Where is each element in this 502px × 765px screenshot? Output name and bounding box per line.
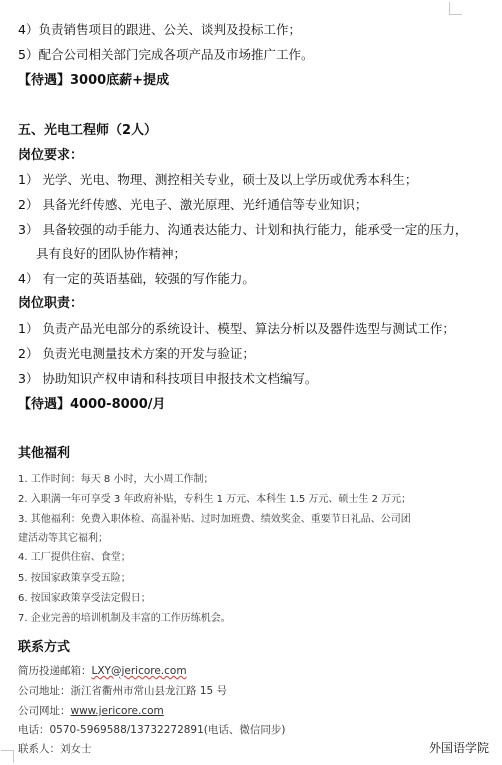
duty-item-5: 5）配合公司相关部门完成各项产品及市场推广工作。	[18, 47, 314, 62]
page-corner-mark-top-right	[449, 2, 462, 15]
benefits-title: 其他福利	[18, 446, 71, 461]
contact-person: 联系人：刘女士	[18, 743, 92, 755]
requirements-heading: 岗位要求：	[18, 148, 84, 163]
footer-label: 外国语学院	[429, 741, 490, 755]
contact-title: 联系方式	[18, 640, 71, 655]
requirement-item-3: 3） 具备较强的动手能力、沟通表达能力、计划和执行能力，能承受一定的压力，	[18, 222, 468, 237]
benefit-item-6: 6. 按国家政策享受法定假日；	[18, 593, 151, 604]
contact-website	[18, 703, 164, 719]
requirement-item-4: 4） 有一定的英语基础，较强的写作能力。	[18, 271, 255, 286]
contact-address: 公司地址：浙江省衢州市常山县龙江路 15 号	[18, 685, 228, 697]
benefit-item-2: 2. 入职满一年可享受 3 年政府补贴，专科生 1 万元、本科生 1.5 万元、硕士生 2 万元；	[18, 494, 412, 505]
salary-line-engineer: 【待遇】4000-8000/月	[18, 397, 166, 412]
contact-email-label: 简历投递邮箱：	[18, 665, 92, 677]
benefit-item-7: 7. 企业完善的培训机制及丰富的工作历练机会。	[18, 613, 231, 624]
section-title-optoelectronic-engineer: 五、光电工程师（2人）	[18, 123, 158, 138]
benefit-item-4: 4. 工厂提供住宿、食堂；	[18, 552, 131, 563]
contact-email-link[interactable]: LXY@jericore.com	[91, 665, 187, 677]
duty-item-3: 3） 协助知识产权申请和科技项目申报技术文档编写。	[18, 371, 318, 386]
benefit-item-3: 3. 其他福利：免费入职体检、高温补贴、过时加班费、绩效奖金、重要节日礼品、公司团	[18, 514, 411, 525]
duty-item-2: 2） 负责光电测量技术方案的开发与验证；	[18, 346, 255, 361]
contact-website-link[interactable]: www.jericore.com	[70, 705, 164, 717]
duty-item-4: 4）负责销售项目的跟进、公关、谈判及投标工作；	[18, 22, 301, 37]
duties-heading: 岗位职责：	[18, 296, 84, 311]
benefit-item-3-continued: 建活动等其它福利；	[18, 533, 108, 544]
contact-website-label: 公司网址：	[18, 705, 71, 717]
benefit-item-5: 5. 按国家政策享受五险；	[18, 573, 131, 584]
requirement-item-3-continued: 具有良好的团队协作精神；	[36, 246, 187, 261]
contact-email	[18, 663, 187, 679]
contact-phone: 电话：0570-5969588/13732272891(电话、微信同步)	[18, 724, 286, 736]
requirement-item-1: 1） 光学、光电、物理、测控相关专业，硕士及以上学历或优秀本科生；	[18, 172, 418, 187]
page-corner-mark-bottom-left	[1, 750, 14, 763]
requirement-item-2: 2） 具备光纤传感、光电子、激光原理、光纤通信等专业知识；	[18, 197, 368, 212]
salary-line-sales: 【待遇】3000底薪+提成	[18, 73, 170, 88]
duty-item-1: 1） 负责产品光电部分的系统设计、模型、算法分析以及器件选型与测试工作；	[18, 321, 455, 336]
benefit-item-1: 1. 工作时间：每天 8 小时，大小周工作制；	[18, 474, 214, 485]
